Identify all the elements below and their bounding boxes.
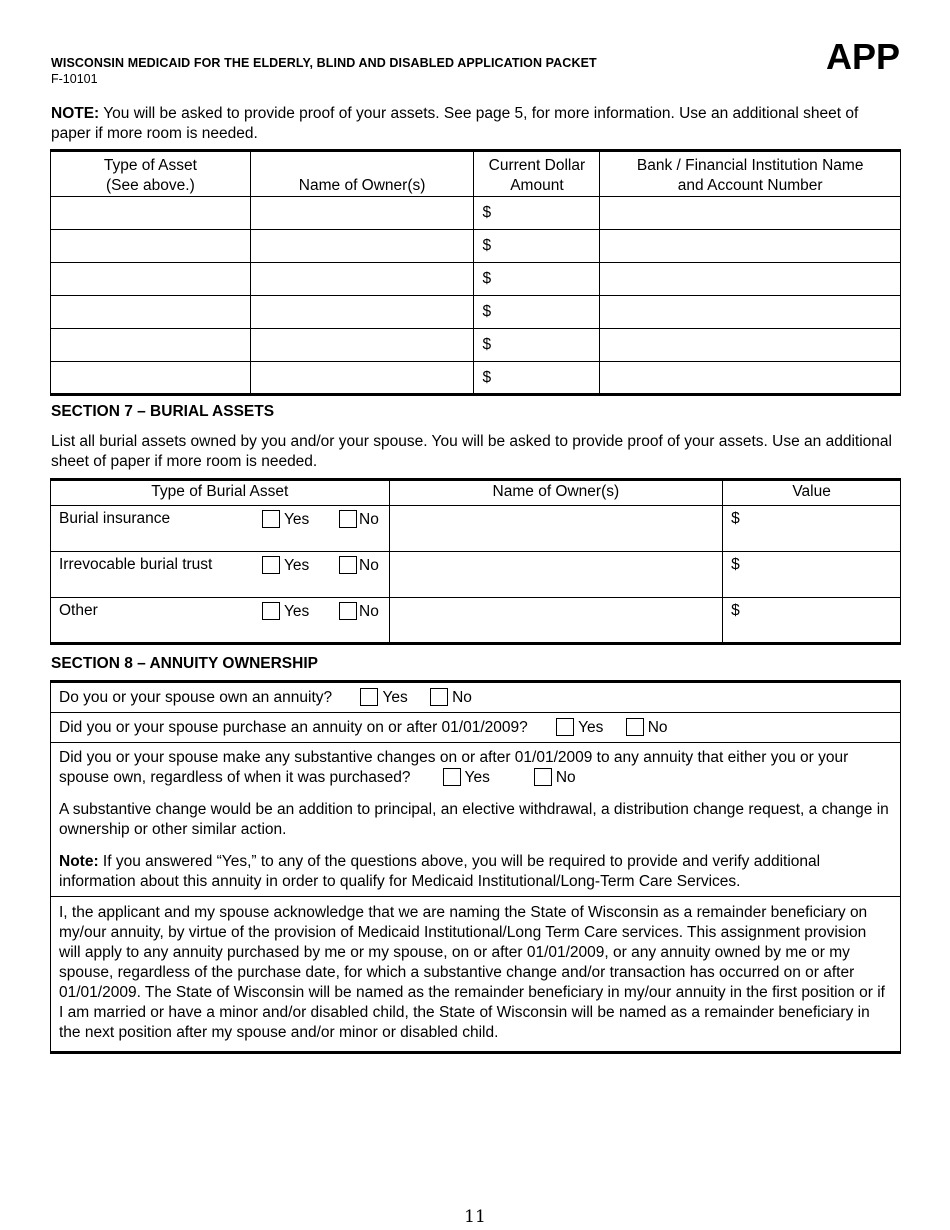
assets-note-label: NOTE:: [51, 105, 100, 122]
section8-title: SECTION 8 – ANNUITY OWNERSHIP: [51, 655, 318, 672]
section7-title: SECTION 7 – BURIAL ASSETS: [51, 403, 275, 420]
burial-type-cell: [51, 598, 390, 644]
burial-row-label: Other: [59, 602, 98, 619]
annuity-acknowledgement-row: [51, 897, 901, 1053]
table-row: [51, 506, 901, 552]
no-checkbox[interactable]: [534, 768, 552, 786]
no-option[interactable]: No: [339, 556, 379, 575]
annuity-note-label: Note:: [59, 853, 99, 870]
annuity-q3: [59, 748, 892, 788]
asset-type-cell[interactable]: [51, 362, 251, 395]
q1-yes-option[interactable]: Yes: [360, 688, 407, 708]
burial-row-label: Burial insurance: [59, 510, 171, 527]
yes-option[interactable]: Yes: [262, 602, 309, 621]
table-row: [51, 329, 901, 362]
asset-owner-cell[interactable]: [250, 230, 474, 263]
burial-type-cell: [51, 506, 390, 552]
yes-option[interactable]: Yes: [262, 510, 309, 529]
asset-type-header: Type of Asset (See above.): [51, 151, 251, 197]
burial-type-cell: [51, 552, 390, 598]
asset-bank-header: Bank / Financial Institution Name and Account Number: [600, 151, 901, 197]
asset-bank-cell[interactable]: [600, 329, 901, 362]
no-checkbox[interactable]: [339, 510, 357, 528]
yes-checkbox[interactable]: [443, 768, 461, 786]
table-row: [51, 598, 901, 644]
form-title: WISCONSIN MEDICAID FOR THE ELDERLY, BLIND AND DISABLED APPLICATION PACKET: [51, 56, 597, 70]
annuity-q2-text: Did you or your spouse purchase an annuity on or after 01/01/2009?: [59, 719, 528, 736]
q2-no-option[interactable]: No: [626, 718, 668, 738]
table-row: [51, 263, 901, 296]
burial-row-label: Irrevocable burial trust: [59, 556, 213, 573]
table-row: [51, 296, 901, 329]
burial-value-cell[interactable]: $: [723, 506, 901, 552]
no-checkbox[interactable]: [339, 602, 357, 620]
no-checkbox[interactable]: [339, 556, 357, 574]
table-row: [51, 197, 901, 230]
page-number: 11: [464, 1207, 486, 1227]
annuity-note: [59, 852, 892, 892]
assets-note: [51, 104, 901, 144]
q3-no-option[interactable]: No: [534, 768, 576, 788]
yes-checkbox[interactable]: [262, 510, 280, 528]
annuity-acknowledgement: I, the applicant and my spouse acknowledge that we are naming the State of Wisconsin as a remainder beneficiary on my/our annuity, by virtue of the provision of Medicaid Institutional/Long Term Care services. This assignment provision will apply to any annuity purchased by me or my spouse, on or after 01/01/2009, or any annuity owned by me or my spouse, regardless of the purchase date, for which a substantive change and/or transaction has occurred on or after 01/01/2009. The State of Wisconsin will be named as the remainder beneficiary in my/our annuity in the first position or if I am married or have a minor and/or disabled child, the State of Wisconsin will be named as a remainder beneficiary in the next position after my spouse and/or minor or disabled child.: [51, 897, 901, 1053]
asset-type-cell[interactable]: [51, 197, 251, 230]
asset-owner-header: Name of Owner(s): [250, 151, 474, 197]
asset-amount-cell[interactable]: $: [474, 362, 600, 395]
yes-checkbox[interactable]: [556, 718, 574, 736]
q3-yes-option[interactable]: Yes: [443, 768, 490, 788]
asset-bank-cell[interactable]: [600, 263, 901, 296]
asset-table-header: [51, 151, 901, 197]
asset-type-cell[interactable]: [51, 329, 251, 362]
substantive-change-definition: A substantive change would be an addition to principal, an elective withdrawal, a distribution change request, a change in ownership or other similar action.: [59, 801, 889, 838]
table-row: [51, 552, 901, 598]
table-row: [51, 362, 901, 395]
yes-checkbox[interactable]: [262, 602, 280, 620]
assets-note-text: You will be asked to provide proof of your assets. See page 5, for more information. Use an additional sheet of paper if more room is needed.: [51, 105, 859, 142]
asset-amount-cell[interactable]: $: [474, 296, 600, 329]
annuity-q1-text: Do you or your spouse own an annuity?: [59, 689, 333, 706]
asset-type-cell[interactable]: [51, 263, 251, 296]
asset-bank-cell[interactable]: [600, 230, 901, 263]
yes-option[interactable]: Yes: [262, 556, 309, 575]
asset-owner-cell[interactable]: [250, 362, 474, 395]
annuity-q3-row: [51, 743, 901, 897]
burial-owner-header: Name of Owner(s): [389, 480, 723, 506]
no-checkbox[interactable]: [430, 688, 448, 706]
q1-no-option[interactable]: No: [430, 688, 472, 708]
asset-amount-cell[interactable]: $: [474, 230, 600, 263]
burial-owner-cell[interactable]: [389, 506, 723, 552]
annuity-q1-row: [51, 682, 901, 713]
asset-owner-cell[interactable]: [250, 263, 474, 296]
asset-owner-cell[interactable]: [250, 197, 474, 230]
table-row: [51, 230, 901, 263]
yes-checkbox[interactable]: [262, 556, 280, 574]
asset-bank-cell[interactable]: [600, 362, 901, 395]
form-number: F-10101: [51, 72, 98, 86]
burial-table: [50, 478, 901, 645]
asset-amount-header: Current Dollar Amount: [474, 151, 600, 197]
burial-value-header: Value: [723, 480, 901, 506]
annuity-table: [50, 680, 901, 1054]
no-option[interactable]: No: [339, 602, 379, 621]
burial-value-cell[interactable]: $: [723, 598, 901, 644]
asset-owner-cell[interactable]: [250, 296, 474, 329]
asset-bank-cell[interactable]: [600, 197, 901, 230]
asset-amount-cell[interactable]: $: [474, 197, 600, 230]
burial-type-header: Type of Burial Asset: [51, 480, 390, 506]
annuity-note-text: If you answered “Yes,” to any of the questions above, you will be required to provide and verify additional information about this annuity in order to qualify for Medicaid Institutional/Long-Term Care Services.: [59, 853, 821, 890]
burial-owner-cell[interactable]: [389, 552, 723, 598]
no-option[interactable]: No: [339, 510, 379, 529]
asset-owner-cell[interactable]: [250, 329, 474, 362]
yes-checkbox[interactable]: [360, 688, 378, 706]
annuity-q3-text: Did you or your spouse make any substantive changes on or after 01/01/2009 to any annuity that either you or your spouse own, regardless of when it was purchased?: [59, 749, 849, 786]
no-checkbox[interactable]: [626, 718, 644, 736]
asset-table: [50, 149, 901, 396]
app-mark: APP: [826, 36, 901, 77]
annuity-q2-row: [51, 713, 901, 743]
burial-value-cell[interactable]: $: [723, 552, 901, 598]
section7-intro: List all burial assets owned by you and/or your spouse. You will be asked to provide proof of your assets. Use an additional sheet of paper if more room is needed.: [51, 433, 892, 470]
asset-amount-cell[interactable]: $: [474, 329, 600, 362]
burial-owner-cell[interactable]: [389, 598, 723, 644]
asset-bank-cell[interactable]: [600, 296, 901, 329]
asset-amount-cell[interactable]: $: [474, 263, 600, 296]
asset-type-cell[interactable]: [51, 296, 251, 329]
burial-table-header: [51, 480, 901, 506]
q2-yes-option[interactable]: Yes: [556, 718, 603, 738]
asset-type-cell[interactable]: [51, 230, 251, 263]
